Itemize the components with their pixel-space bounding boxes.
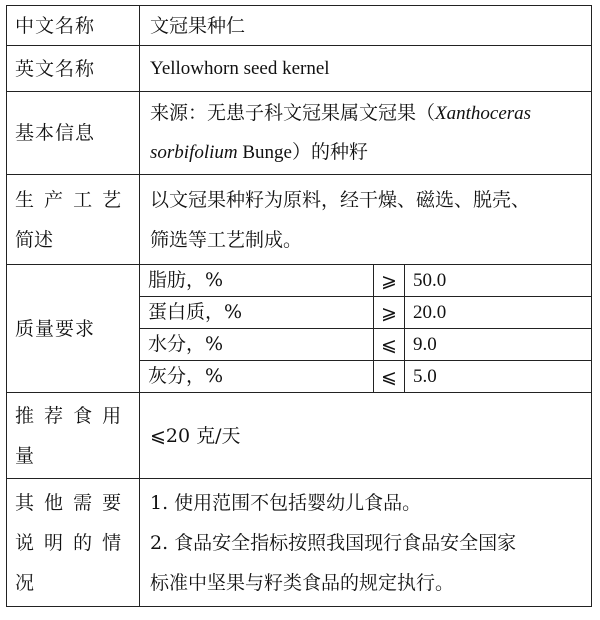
row-cn-name xyxy=(7,6,592,46)
quality-label: 质量要求 xyxy=(7,265,140,393)
basic-info-value xyxy=(140,92,592,175)
cn-name-value: 文冠果种仁 xyxy=(140,6,592,46)
row-other xyxy=(7,479,592,607)
dosage-label xyxy=(7,393,140,479)
quality-item-value: 9.0 xyxy=(405,329,592,361)
quality-item-op: ⩽ xyxy=(374,361,405,393)
process-value-line2: 筛选等工艺制成。 xyxy=(150,228,303,251)
quality-item-value: 50.0 xyxy=(405,265,592,297)
other-note-2-line2: 标准中坚果与籽类食品的规定执行。 xyxy=(150,571,455,594)
process-label xyxy=(7,175,140,265)
other-note-1: 1. 使用范围不包括婴幼儿食品。 xyxy=(150,491,422,514)
basic-info-label: 基本信息 xyxy=(7,92,140,175)
row-process xyxy=(7,175,592,265)
quality-item-op: ⩾ xyxy=(374,265,405,297)
row-dosage xyxy=(7,393,592,479)
other-label-line3: 况 xyxy=(15,571,35,594)
en-name-label: 英文名称 xyxy=(7,46,140,92)
quality-item-name: 灰分，% xyxy=(140,361,374,393)
other-label xyxy=(7,479,140,607)
sci-species: sorbifolium xyxy=(150,142,238,163)
quality-item-name: 蛋白质，% xyxy=(140,297,374,329)
other-label-line1: 其 他 需 要 xyxy=(15,491,124,514)
quality-item-name: 脂肪，% xyxy=(140,265,374,297)
basic-info-prefix: 来源：无患子科文冠果属文冠果（ xyxy=(150,102,436,124)
process-value xyxy=(140,175,592,265)
quality-row xyxy=(140,361,591,393)
process-label-line2: 简述 xyxy=(15,228,54,251)
process-label-line1: 生 产 工 艺 xyxy=(15,188,124,211)
quality-item-op: ⩽ xyxy=(374,329,405,361)
document xyxy=(6,5,592,607)
en-name-value: Yellowhorn seed kernel xyxy=(140,46,592,92)
dosage-value: ⩽20 克/天 xyxy=(140,393,592,479)
quality-row xyxy=(140,265,591,297)
quality-row xyxy=(140,297,591,329)
other-note-2-line1: 2. 食品安全指标按照我国现行食品安全国家 xyxy=(150,531,517,554)
quality-item-name: 水分，% xyxy=(140,329,374,361)
quality-item-value: 5.0 xyxy=(405,361,592,393)
process-value-line1: 以文冠果种籽为原料，经干燥、磁选、脱壳、 xyxy=(150,188,531,211)
dosage-label-line1: 推 荐 食 用 xyxy=(15,404,124,427)
row-en-name xyxy=(7,46,592,92)
quality-cell xyxy=(140,265,592,393)
sci-authority: Bunge xyxy=(237,142,292,163)
dosage-label-line2: 量 xyxy=(15,444,35,467)
row-quality xyxy=(7,265,592,393)
spec-table xyxy=(6,5,592,607)
other-label-line2: 说 明 的 情 xyxy=(15,531,124,554)
quality-item-op: ⩾ xyxy=(374,297,405,329)
quality-row xyxy=(140,329,591,361)
basic-info-suffix: ）的种籽 xyxy=(291,141,368,163)
cn-name-label: 中文名称 xyxy=(7,6,140,46)
quality-subtable xyxy=(140,265,591,392)
sci-genus: Xanthoceras xyxy=(435,103,532,124)
other-value xyxy=(140,479,592,607)
row-basic-info xyxy=(7,92,592,175)
quality-item-value: 20.0 xyxy=(405,297,592,329)
